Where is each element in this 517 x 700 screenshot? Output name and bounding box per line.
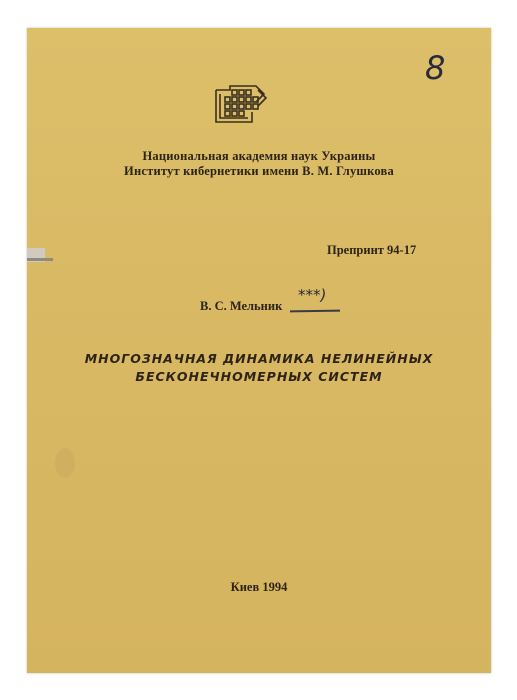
institute-logo-icon <box>212 82 270 128</box>
institute-name: Институт кибернетики имени В. М. Глушкова <box>124 164 394 178</box>
title-line-1: МНОГОЗНАЧНАЯ ДИНАМИКА НЕЛИНЕЙНЫХ <box>84 351 434 366</box>
institution-name: Национальная академия наук Украины <box>142 149 376 163</box>
title-line-2: БЕСКОНЕЧНОМЕРНЫХ СИСТЕМ <box>135 369 383 384</box>
binding-staple <box>27 258 53 261</box>
author-name: В. С. Мельник <box>200 299 283 313</box>
paper-stain <box>55 448 75 478</box>
handwritten-author-mark: ***) <box>298 286 327 304</box>
preprint-number: Препринт 94-17 <box>327 243 417 257</box>
handwritten-number: 8 <box>425 49 446 87</box>
publication-place-year: Киев 1994 <box>230 580 288 594</box>
